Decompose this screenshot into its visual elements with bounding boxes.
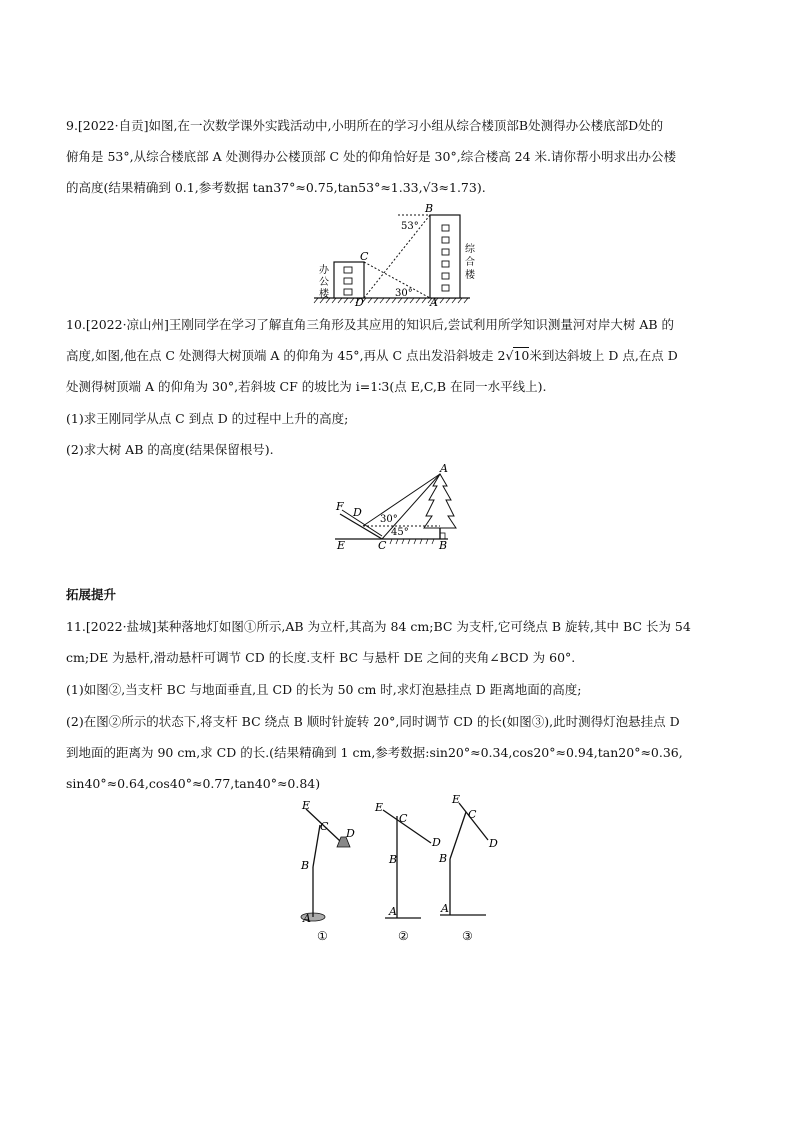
point-D: D: [353, 506, 362, 519]
fig3-point-B: B: [439, 852, 448, 865]
angle-45: 45°: [391, 527, 409, 538]
office-label-1: 办: [319, 265, 329, 276]
point-C: C: [360, 250, 369, 263]
sqrt-radicand: 10: [513, 348, 530, 363]
lamp-figure-3: [438, 793, 498, 943]
lamp-figure-2: [374, 801, 441, 943]
complex-label-1: 综: [465, 244, 475, 255]
point-C: C: [378, 539, 387, 552]
fig2-point-E: E: [375, 801, 384, 814]
sqrt-symbol: √: [505, 348, 514, 363]
section-title: 拓展提升: [66, 587, 117, 602]
complex-label-3: 楼: [465, 270, 475, 281]
q10-sub-1: (1)求王刚同学从点 C 到点 D 的过程中上升的高度;: [66, 411, 349, 426]
point-F: F: [336, 500, 344, 513]
fig3-point-A: A: [441, 902, 449, 915]
point-B: B: [425, 202, 434, 215]
q10-figure: [330, 460, 465, 552]
q10-line-1: 10.[2022·凉山州]王刚同学在学习了解直角三角形及其应用的知识后,尝试利用所学知识测量河对岸大树 AB 的: [66, 317, 675, 332]
q9-line-3: 的高度(结果精确到 0.1,参考数据 tan37°≈0.75,tan53°≈1.33,√3≈1.73).: [66, 180, 486, 195]
q11-line-2: cm;DE 为悬杆,滑动悬杆可调节 CD 的长度.支杆 BC 与悬杆 DE 之间的夹角∠BCD 为 60°.: [66, 650, 576, 665]
q10-line-2: [66, 340, 734, 371]
q9-line-1: 9.[2022·自贡]如图,在一次数学课外实践活动中,小明所在的学习小组从综合楼顶部B处测得办公楼底部D处的: [66, 118, 664, 133]
fig1-point-E: E: [302, 799, 311, 812]
office-label-2: 公: [319, 277, 329, 288]
point-D: D: [355, 296, 364, 309]
fig-label-2: ②: [398, 929, 409, 943]
angle-53: 53°: [401, 221, 419, 232]
fig2-point-D: D: [432, 836, 441, 849]
lamp-figure-1: [300, 799, 355, 943]
q10-line-2b: 米到达斜坡上 D 点,在点 D: [529, 348, 678, 363]
point-E: E: [337, 539, 346, 552]
fig1-point-C: C: [320, 820, 329, 833]
point-A: A: [440, 462, 448, 475]
fig2-point-A: A: [389, 905, 397, 918]
q11-sub-2b: 到地面的距离为 90 cm,求 CD 的长.(结果精确到 1 cm,参考数据:sin20°≈0.34,cos20°≈0.94,tan20°≈0.36,: [66, 745, 683, 760]
office-label-3: 楼: [319, 289, 329, 300]
point-B: B: [439, 539, 448, 552]
q11-figures: [290, 795, 510, 950]
fig1-point-D: D: [346, 827, 355, 840]
q11-line-1: 11.[2022·盐城]某种落地灯如图①所示,AB 为立杆,其高为 84 cm;BC 为支杆,它可绕点 B 旋转,其中 BC 长为 54: [66, 619, 691, 634]
fig2-point-B: B: [389, 853, 398, 866]
fig-label-3: ③: [462, 929, 473, 943]
angle-30: 30°: [395, 288, 413, 299]
fig2-point-C: C: [399, 812, 408, 825]
fig3-point-E: E: [452, 793, 461, 806]
q9-figure: [310, 202, 490, 310]
q11-sub-2c: sin40°≈0.64,cos40°≈0.77,tan40°≈0.84): [66, 776, 321, 791]
fig-label-1: ①: [317, 929, 328, 943]
point-A: A: [430, 296, 438, 309]
q10-line-3: 处测得树顶端 A 的仰角为 30°,若斜坡 CF 的坡比为 i=1∶3(点 E,C,B 在同一水平线上).: [66, 379, 547, 394]
fig3-point-D: D: [489, 837, 498, 850]
fig3-point-C: C: [468, 808, 477, 821]
fig1-point-A: A: [303, 912, 311, 925]
fig1-point-B: B: [301, 859, 310, 872]
complex-label-2: 合: [465, 257, 475, 268]
q10-sub-2: (2)求大树 AB 的高度(结果保留根号).: [66, 442, 274, 457]
angle-30: 30°: [380, 514, 398, 525]
q11-sub-2a: (2)在图②所示的状态下,将支杆 BC 绕点 B 顺时针旋转 20°,同时调节 CD 的长(如图③),此时测得灯泡悬挂点 D: [66, 714, 680, 729]
complex-building: [430, 215, 460, 298]
q11-sub-1: (1)如图②,当支杆 BC 与地面垂直,且 CD 的长为 50 cm 时,求灯泡悬挂点 D 距离地面的高度;: [66, 682, 582, 697]
q9-line-2: 俯角是 53°,从综合楼底部 A 处测得办公楼顶部 C 处的仰角恰好是 30°,综合楼高 24 米.请你帮小明求出办公楼: [66, 149, 677, 164]
q10-line-2a: 高度,如图,他在点 C 处测得大树顶端 A 的仰角为 45°,再从 C 点出发沿斜坡走 2: [66, 348, 506, 363]
